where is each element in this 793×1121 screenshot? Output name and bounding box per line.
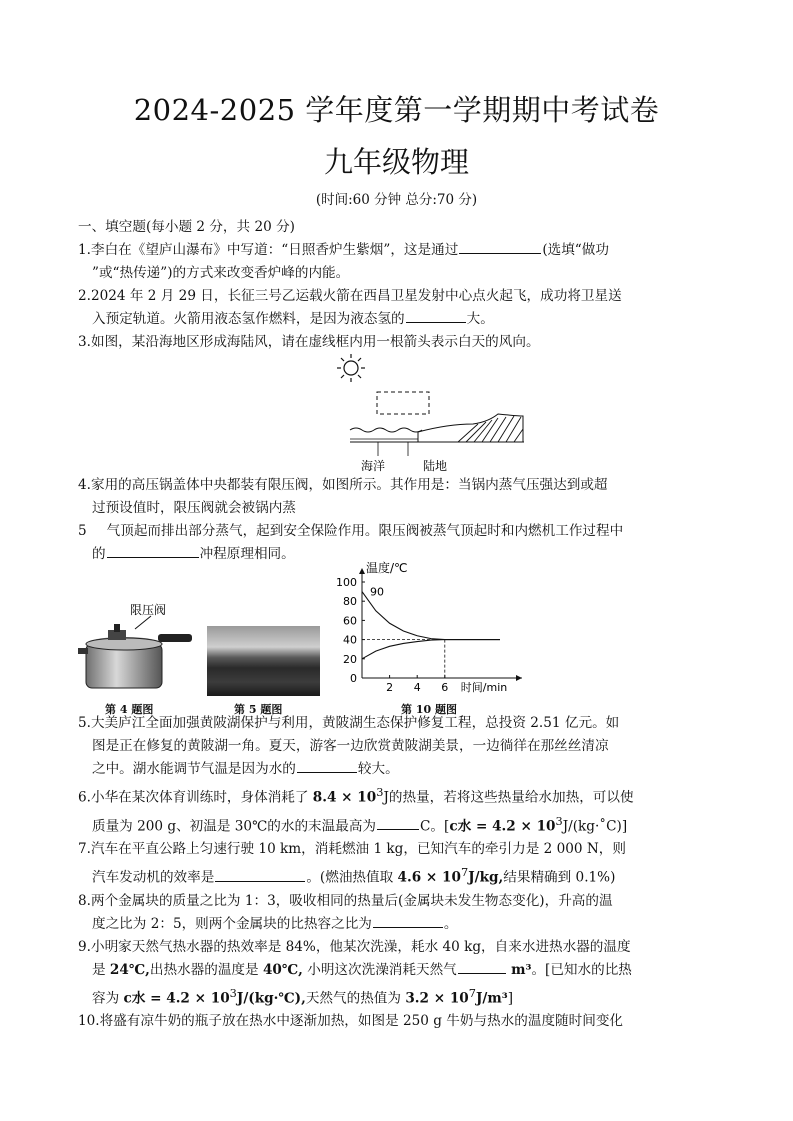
- x-axis-label: 时间/min: [460, 681, 508, 694]
- section-heading: 一、填空题(每小题 2 分，共 20 分): [78, 219, 295, 235]
- page-title: 2024-2025 学年度第一学期期中考试卷: [133, 93, 660, 127]
- y-axis-arrow: [359, 568, 365, 574]
- question-6-cont: 质量为 200 g、初温是 30℃的水的末温最高为 C。[c水 = $4.2 \times 10^3J/(kg\cdot˚C)$]: [92, 813, 628, 835]
- figure-10-caption: 第 10 题图: [401, 703, 457, 716]
- question-9-cont2: 容为 c水 = $4.2 \times 10^3J/(kg\cdot℃)$,天然气的热值为 $3.2 \times 10^7J/m^3$]: [92, 985, 514, 1007]
- question-4-cont3: 的 冲程原理相同。: [78, 543, 718, 566]
- answer-blank-5[interactable]: [297, 758, 357, 773]
- sea-land-diagram: [78, 354, 718, 474]
- subject-title: 九年级物理: [323, 145, 469, 179]
- x-tick-label: 4: [413, 681, 421, 694]
- answer-blank-6[interactable]: [377, 815, 419, 830]
- question-4-cont: 过预设值时，限压阀就会被锅内蒸: [92, 500, 296, 516]
- question-6: 6.小华在某次体育训练时，身体消耗了 $8.4 \times 10^3J$的热量，若将这些热量给水加热，可以使: [78, 785, 634, 806]
- y-tick-label: 40: [343, 633, 357, 647]
- answer-blank-8[interactable]: [373, 913, 443, 928]
- answer-blank-2[interactable]: [406, 308, 466, 323]
- question-9: 9.小明家天然气热水器的热效率是 84%，他某次洗澡，耗水 40 kg，自来水进热水器的温度: [78, 938, 631, 955]
- sea-land-breeze-figure: [78, 354, 718, 474]
- series-line-2: [362, 640, 500, 659]
- land-label: 陆地: [423, 459, 448, 473]
- sea-label: 海洋: [361, 459, 386, 473]
- sea-surface: [350, 428, 422, 432]
- answer-blank-9[interactable]: [458, 959, 506, 974]
- exam-meta: (时间:60 分钟 总分:70 分): [315, 192, 478, 208]
- answer-blank-4[interactable]: [107, 543, 199, 558]
- question-2-cont: 入预定轨道。火箭用液态氢作燃料，是因为液态氢的 大。: [78, 308, 718, 331]
- question-3: 3.如图，某沿海地区形成海陆风，请在虚线框内用一根箭头表示白天的风向。: [78, 334, 540, 350]
- question-content: [78, 216, 718, 1033]
- wind-arrow-box: [377, 392, 429, 414]
- question-4: 4.家用的高压锅盖体中央都装有限压阀，如图所示。其作用是：当锅内蒸气压强达到或超: [78, 477, 608, 493]
- figure-5-caption: 第 5 题图: [234, 703, 283, 716]
- question-4-cont2: 5 气顶起而排出部分蒸气，起到安全保险作用。限压阀被蒸气顶起时和内燃机工作过程中: [78, 523, 624, 539]
- question-5: 5.大美庐江全面加强黄陂湖保护与利用，黄陂湖生态保护修复工程，总投资 2.51 亿元。如: [78, 715, 620, 731]
- question-8: 8.两个金属块的质量之比为 1：3，吸收相同的热量后(金属块未发生物态变化)，升高的温: [78, 892, 613, 909]
- question-10: 10.将盛有凉牛奶的瓶子放在热水中逐渐加热，如图是 250 g 牛奶与热水的温度随时间变化: [78, 1013, 624, 1030]
- y-tick-label: 100: [336, 576, 357, 589]
- valve-pointer: [108, 604, 208, 634]
- question-1: 1.李白在《望庐山瀑布》中写道：“日照香炉生紫烟”，这是通过 (选填“做功: [78, 239, 718, 262]
- answer-blank-7[interactable]: [215, 867, 305, 882]
- question-7-cont: 汽车发动机的效率是 。(燃油热值取 $4.6 \times 10^7J/kg$,结果精确到 0.1%): [92, 865, 616, 886]
- question-1-cont: ”或“热传递”)的方式来改变香炉峰的内能。: [92, 265, 350, 281]
- valve-label: 限压阀: [130, 603, 167, 617]
- temperature-chart: [332, 560, 542, 698]
- question-2: 2.2024 年 2 月 29 日，长征三号乙运载火箭在西昌卫星发射中心点火起飞，成功将卫星送: [78, 288, 622, 304]
- y-tick-label: 80: [343, 595, 357, 609]
- y-tick-label: 0: [350, 672, 357, 685]
- series-line-1: [362, 592, 500, 640]
- lake-photo: [207, 626, 320, 696]
- question-5-cont: 图是正在修复的黄陂湖一角。夏天，游客一边欣赏黄陂湖美景，一边徜徉在那丝丝清凉: [92, 738, 609, 754]
- x-tick-label: 2: [386, 681, 394, 694]
- y-tick-label: 20: [343, 652, 357, 666]
- answer-blank-1[interactable]: [459, 239, 541, 254]
- y-tick-label: 60: [343, 614, 357, 628]
- question-5-cont2: 之中。湖水能调节气温是因为水的 较大。: [78, 758, 718, 781]
- figure-4-caption: 第 4 题图: [105, 703, 154, 716]
- x-axis-arrow: [516, 675, 522, 681]
- annotation-90: 90: [370, 585, 384, 599]
- question-7: 7.汽车在平直公路上匀速行驶 10 km，消耗燃油 1 kg，已知汽车的牵引力是 2 000 N，则: [78, 841, 626, 858]
- question-9-cont: 是 24℃,出热水器的温度是 40℃, 小明这次洗澡消耗天然气 m³。[已知水的比热: [78, 959, 718, 982]
- x-tick-label: 6: [441, 681, 449, 694]
- y-axis-label: 温度/℃: [366, 561, 408, 575]
- sun-icon: [337, 354, 365, 382]
- question-8-cont: 度之比为 2：5，则两个金属块的比热容之比为 。: [78, 913, 718, 936]
- figures-row: [78, 561, 718, 716]
